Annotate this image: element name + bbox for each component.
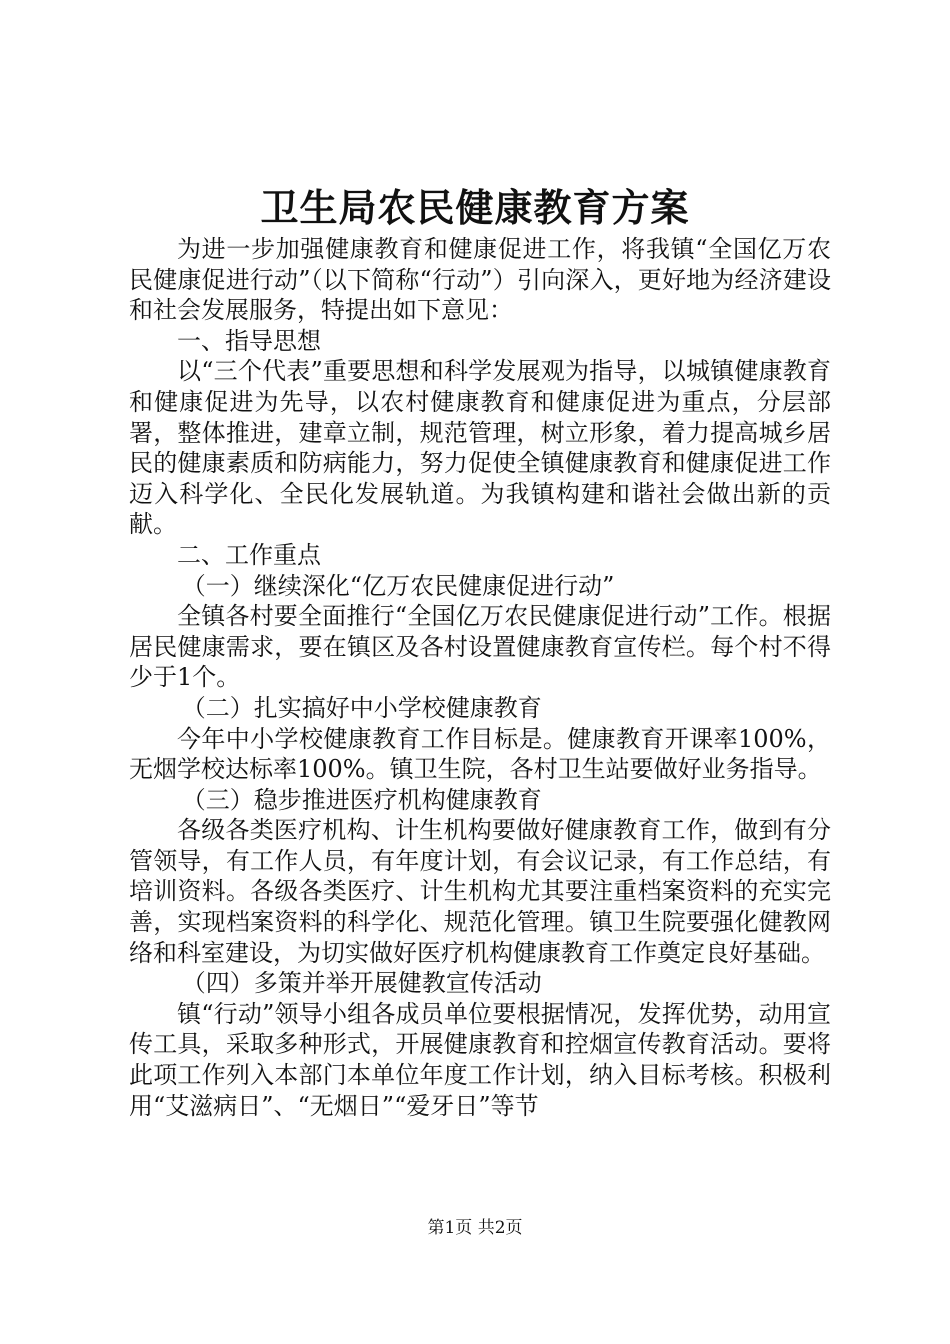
paragraph-2: 今年中小学校健康教育工作目标是。健康教育开课率100%，无烟学校达标率100%。镇卫生院，各村卫生站要做好业务指导。	[129, 724, 831, 784]
paragraph-4: 镇“行动”领导小组各成员单位要根据情况，发挥优势，动用宣传工具，采取多种形式，开展健康教育和控烟宣传教育活动。要将此项工作列入本部门本单位年度工作计划，纳入目标考核。积极利用“艾滋病日”、“无烟日”“爱牙日”等节	[129, 999, 831, 1120]
document-body	[129, 234, 831, 1121]
heading-work-focus: 二、工作重点	[177, 540, 321, 569]
paragraph-3: 各级各类医疗机构、计生机构要做好健康教育工作，做到有分管领导，有工作人员，有年度计划，有会议记录，有工作总结，有培训资料。各级各类医疗、计生机构尤其要注重档案资料的充实完善，实现档案资料的科学化、规范化管理。镇卫生院要强化健教网络和科室建设，为切实做好医疗机构健康教育工作奠定良好基础。	[129, 816, 831, 967]
subheading-4: （四）多策并举开展健教宣传活动	[181, 969, 542, 998]
subheading-1: （一）继续深化“亿万农民健康促进行动”	[181, 571, 615, 600]
subheading-2: （二）扎实搞好中小学校健康教育	[181, 693, 542, 722]
paragraph-1: 全镇各村要全面推行“全国亿万农民健康促进行动”工作。根据居民健康需求，要在镇区及各村设置健康教育宣传栏。每个村不得少于1个。	[129, 602, 831, 692]
heading-guiding-thought: 一、指导思想	[177, 326, 321, 355]
paragraph-guiding-thought: 以“三个代表”重要思想和科学发展观为指导，以城镇健康教育和健康促进为先导，以农村健康教育和健康促进为重点，分层部署，整体推进，建章立制，规范管理，树立形象，着力提高城乡居民的健康素质和防病能力，努力促使全镇健康教育和健康促进工作迈入科学化、全民化发展轨道。为我镇构建和谐社会做出新的贡献。	[129, 357, 831, 539]
paragraph-intro: 为进一步加强健康教育和健康促进工作，将我镇“全国亿万农民健康促进行动”（以下简称“行动”）引向深入，更好地为经济建设和社会发展服务，特提出如下意见：	[129, 235, 831, 325]
document-title: 卫生局农民健康教育方案	[260, 185, 690, 230]
page-number: 第1页 共2页	[427, 1218, 523, 1238]
subheading-3: （三）稳步推进医疗机构健康教育	[181, 785, 542, 814]
